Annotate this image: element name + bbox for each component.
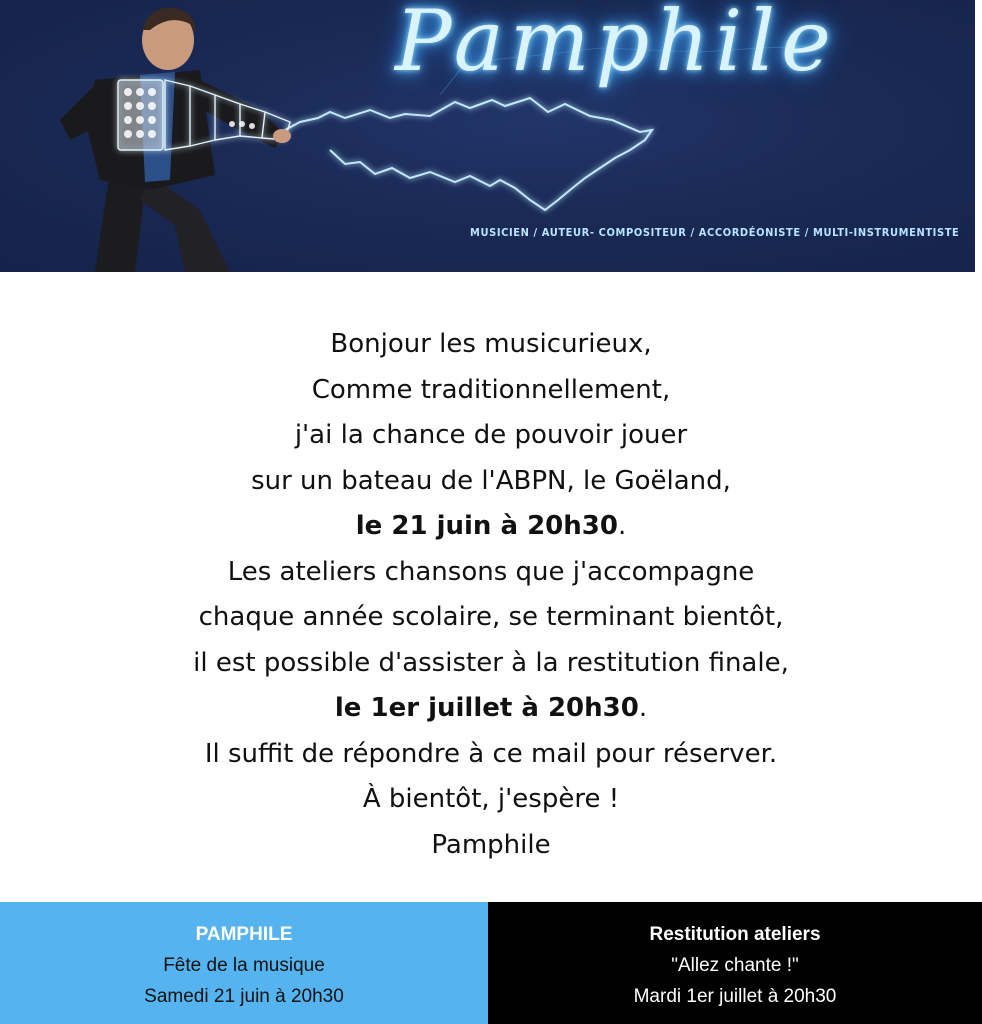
- date-highlight: le 1er juillet à 20h30: [334, 693, 639, 723]
- date-highlight: le 21 juin à 20h30: [355, 511, 618, 541]
- message-line: chaque année scolaire, se terminant bientôt,: [198, 602, 784, 632]
- message-line: sur un bateau de l'ABPN, le Goëland,: [251, 465, 731, 496]
- event-name: Restitution ateliers: [649, 924, 821, 945]
- event-name: PAMPHILE: [195, 924, 293, 945]
- event-date: Samedi 21 juin à 20h30: [144, 986, 344, 1007]
- message-line: [0, 686, 982, 732]
- message-line: j'ai la chance de pouvoir jouer: [294, 420, 688, 450]
- banner-title: Pamphile: [395, 0, 837, 90]
- event-title: Fête de la musique: [163, 955, 325, 976]
- punctuation: .: [638, 693, 648, 723]
- message-line: À bientôt, j'espère !: [362, 784, 620, 814]
- event-card-restitution[interactable]: [488, 902, 982, 1024]
- accordionist-photo: [0, 0, 330, 272]
- message-line: Bonjour les musicurieux,: [330, 329, 652, 359]
- message-line: il est possible d'assister à la restitution finale,: [193, 647, 789, 678]
- banner-tagline: MUSICIEN / AUTEUR- COMPOSITEUR / ACCORDÉONISTE / MULTI-INSTRUMENTISTE: [470, 226, 960, 239]
- header-banner: [0, 0, 975, 272]
- event-title: "Allez chante !": [671, 955, 799, 976]
- event-date: Mardi 1er juillet à 20h30: [633, 986, 837, 1007]
- event-card-fete-musique[interactable]: [0, 902, 488, 1024]
- punctuation: .: [617, 511, 627, 541]
- signature: Pamphile: [431, 829, 551, 860]
- email-message: [0, 322, 982, 868]
- events-row: [0, 902, 982, 1024]
- message-line: Comme traditionnellement,: [311, 374, 671, 405]
- message-line: Il suffit de répondre à ce mail pour réserver.: [204, 738, 778, 769]
- message-line: [0, 504, 982, 550]
- message-line: Les ateliers chansons que j'accompagne: [227, 556, 755, 587]
